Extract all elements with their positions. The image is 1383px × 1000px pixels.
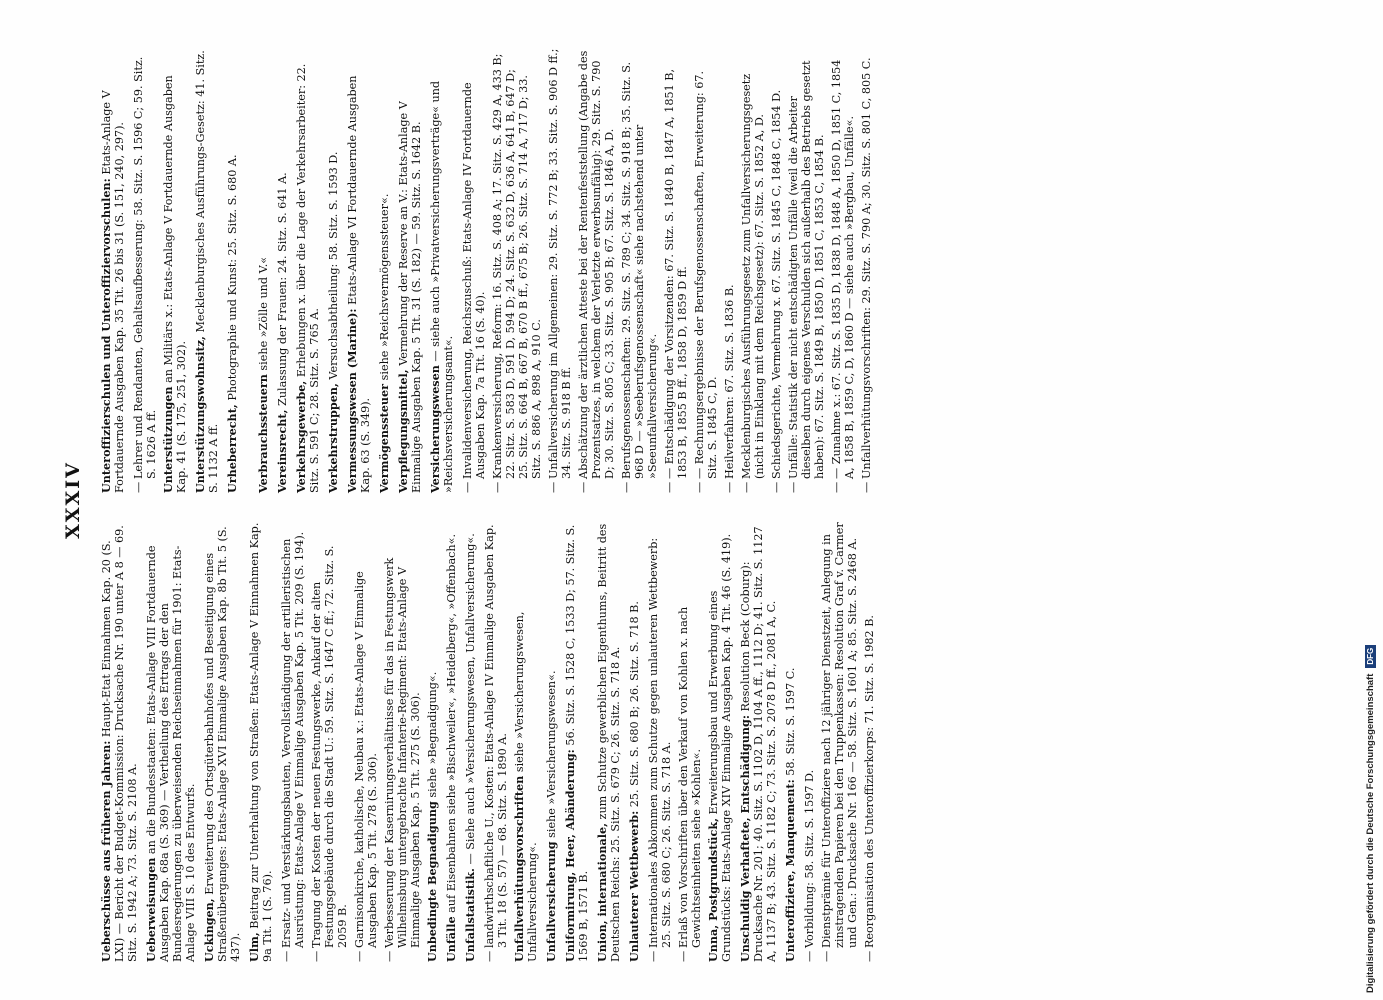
index-subentry [863, 517, 876, 962]
subentry-dash: — [860, 481, 873, 493]
index-entry [564, 517, 590, 962]
entry-headword: Union, internationale, [595, 823, 609, 962]
entry-text: Etats-Anlage VI Fortdauernde Ausgaben Kap. 63 (S. 349). [346, 75, 372, 493]
subentry-text: Invalidenversicherung, Reichszuschuß: Etats-Anlage IV Fortdauernde Ausgaben Kap. 7a Tit. 16 (S. 40). [461, 82, 487, 479]
index-entry [145, 517, 197, 962]
subentry-text: Krankenversicherung, Reform: 16. Sitz. S. 408 A; 17. Sitz. S. 429 A, 433 B; 22. Sitz. S. 583 D, 591 D, 594 D; 24. Sitz. S. 632 D, 636 A, 641 B, 647 D; 25. Sitz. S. 664 B, 667 B, 670 B ff., 675 B; 26. Sitz. S. 714 A, 717 D; 33. Sitz. S. 886 A, 898 A, 910 C. [491, 53, 543, 479]
page-number: XXXIV [62, 461, 84, 539]
subentry-text: Reorganisation des Unteroffizierkorps: 71. Sitz. S. 1982 B. [863, 615, 876, 948]
entry-text: Vermehrung der Reserve an V.: Etats-Anlage V Einmalige Ausgaben Kap. 5 Tit. 31 (S. 182) — 59. Sitz. S. 1642 B. [397, 101, 423, 493]
index-entry [739, 517, 778, 962]
index-subentry [483, 517, 509, 962]
entry-headword: Unteroffizierschulen und Unteroffiziervorschulen: [99, 178, 113, 493]
entry-text: — Siehe auch »Versicherungswesen, Unfallversicherung«. [464, 533, 477, 869]
entry-headword: Unlauterer Wettbewerb: [627, 810, 641, 962]
entry-headword: Uniformirung, Heer, Abänderung: [563, 749, 577, 962]
entry-headword: Unterstützungen [161, 386, 175, 493]
subentry-dash: — [620, 481, 633, 493]
index-subentry [820, 517, 859, 962]
index-subentry [740, 48, 766, 493]
index-subentry [353, 517, 379, 962]
index-entry [513, 517, 539, 962]
index-subentry [461, 48, 487, 493]
index-subentry [693, 48, 719, 493]
index-entry [545, 517, 558, 962]
index-entry [100, 48, 126, 493]
index-subentry [803, 517, 816, 962]
entry-text: siehe »Zölle und V.« [257, 256, 270, 375]
index-entry [346, 48, 372, 493]
subentry-dash: — [353, 950, 366, 962]
subentry-text: Vorbildung: 58. Sitz. S. 1597 D. [803, 769, 816, 948]
subentry-dash: — [383, 950, 396, 962]
subentry-dash: — [647, 950, 660, 962]
index-subentry [677, 517, 703, 962]
index-subentry [310, 517, 349, 962]
index-entry [707, 517, 733, 962]
subentry-dash: — [547, 481, 560, 493]
entry-headword: Verbrauchssteuern [256, 374, 270, 493]
subentry-text: Unfälle: Statistik der nicht entschädigten Unfälle (weil die Arbeiter dieselben durch eigenes Verschulden sich außerhalb des Betriebs gesetzt haben): 67. Sitz. S. 1849 B, 1850 D, 1851 C, 1853 C, 1854 B. [787, 60, 826, 479]
subentry-text: Erlaß von Vorschriften über den Verkauf von Kohlen x. nach Gewichtseinheiten siehe »Kohlen«. [677, 606, 703, 948]
subentry-dash: — [723, 481, 736, 493]
index-entry [429, 48, 455, 493]
subentry-dash: — [830, 481, 843, 493]
entry-text: zum Schutze gewerblichen Eigenthums, Beitritt des Deutschen Reichs: 25. Sitz. S. 679 C; 26. Sitz. S. 718 A. [596, 523, 622, 962]
subentry-text: — Zunahme x.: 67. Sitz. S. 1835 D, 1838 D, 1848 A, 1850 D, 1851 C, 1854 A, 1858 B, 1859 C, D, 1860 D — siehe auch »Bergbau, Unfälle«. [830, 59, 856, 479]
subentry-text: Garnisonkirche, katholische, Neubau x.: Etats-Anlage V Einmalige Ausgaben Kap. 5 Tit. 278 (S. 306). [353, 571, 379, 948]
entry-text: Erweiterung des Ortsgüterbahnhofes und Beseitigung eines Straßenüberganges: Etats-Anlage XVI Einmalige Ausgaben Kap. 8b Tit. 5 (S. 437). [203, 526, 242, 962]
entry-headword: Unschuldig Verhaftete, Entschädigung: [738, 715, 752, 962]
index-subentry [620, 48, 659, 493]
index-entry [203, 517, 242, 962]
entry-text: Etats-Anlage V Fortdauernde Ausgaben Kap. 35 Tit. 26 bis 31 (S. 151, 240, 297). [100, 90, 126, 493]
index-entry [784, 517, 797, 962]
entry-text: siehe »Begnadigung«. [426, 671, 439, 802]
entry-headword: Ueberschüsse aus früheren Jahren: [99, 740, 113, 962]
subentry-dash: — [483, 950, 496, 962]
entry-text: 58. Sitz. S. 1597 C. [784, 667, 797, 780]
entry-headword: Unfälle [444, 916, 458, 962]
subentry-text: Lehrer und Rendanten, Gehaltsaufbesserung: 58. Sitz. S. 1596 C; 59. Sitz. S. 1626 A ff. [132, 56, 158, 479]
entry-headword: Ueberweisungen [144, 857, 158, 962]
index-subentry [577, 48, 616, 493]
subentry-dash: — [132, 481, 145, 493]
index-column-right [100, 48, 877, 493]
index-entry [194, 48, 220, 493]
dfg-logo: DFG [1365, 645, 1376, 668]
subentry-text: Berufsgenossenschaften: 29. Sitz. S. 789 C; 34. Sitz. S. 918 B; 35. Sitz. S. 968 D — »Seeberufsgenossenschaft« siehe nachstehend unter »Seeunfallversicherung«. [620, 61, 659, 479]
entry-text: Erweiterungsbau und Erwerbung eines Grundstücks: Etats-Anlage XIV Einmalige Ausgaben Kap. 4 Tit. 46 (S. 419). [707, 533, 733, 962]
index-subentry [491, 48, 543, 493]
index-subentry [663, 48, 689, 493]
index-entry [226, 48, 239, 493]
subentry-dash: — [280, 950, 293, 962]
index-entry [327, 48, 340, 493]
index-subentry [647, 517, 673, 962]
entry-headword: Unfallstatistik. [463, 868, 477, 962]
subentry-text: Ersatz- und Verstärkungsbauten, Vervollständigung der artilleristischen Ausrüstung: Etats-Anlage V Einmalige Ausgaben Kap. 5 Tit. 209 (S. 194). [280, 531, 306, 948]
entry-headword: Verkehrsgewerbe, [294, 380, 308, 493]
subentry-dash: — [461, 481, 474, 493]
index-entry [445, 517, 458, 962]
entry-text: Beitrag zur Unterhaltung von Straßen: Etats-Anlage V Einnahmen Kap. 9a Tit. 1 (S. 76). [248, 522, 274, 962]
subentry-dash: — [677, 950, 690, 962]
subentry-text: Verbesserung der Kasernirungsverhältnisse für das in Festungswerk Wilhelmsburg untergebrachte Infanterie-Regiment: Etats-Anlage V Einmalige Ausgaben Kap. 5 Tit. 275 (S. 306). [383, 557, 422, 948]
subentry-dash: — [863, 950, 876, 962]
subentry-dash: — [693, 481, 706, 493]
entry-headword: Ulm, [247, 932, 261, 962]
entry-text: siehe »Reichsvermögenssteuer«. [378, 193, 391, 384]
index-entry [378, 48, 391, 493]
subentry-dash: — [491, 481, 504, 493]
index-subentry [132, 48, 158, 493]
entry-headword: Verkehrstruppen, [326, 383, 340, 493]
subentry-text: Heilverfahren: 67. Sitz. S. 1836 B. [723, 284, 736, 479]
entry-headword: Unfallverhütungsvorschriften [512, 775, 526, 962]
entry-headword: Unbedingte Begnadigung [425, 801, 439, 962]
entry-headword: Unteroffiziere, Manquement: [783, 779, 797, 962]
entry-text: siehe »Versicherungswesen«. [545, 670, 558, 842]
entry-text: auf Eisenbahnen siehe »Bischweiler«, »Heidelberg«, »Offenbach«. [445, 533, 458, 917]
index-entry [596, 517, 622, 962]
entry-text: — siehe auch »Privatversicherungsverträge« und »Reichsversicherungsamt«. [429, 80, 455, 493]
subentry-text: landwirthschaftliche U., Kosten: Etats-Anlage IV Einmalige Ausgaben Kap. 3 Tit. 18 (S. 57) — 68. Sitz. S. 1890 A. [483, 524, 509, 948]
entry-headword: Verpflegungsmittel, [396, 369, 410, 493]
index-entry [426, 517, 439, 962]
entry-text: 56. Sitz. S. 1528 C, 1533 D; 57. Sitz. S. 1569 B, 1571 B. [564, 524, 590, 962]
entry-headword: Unterstützungswohnsitz, [193, 336, 207, 493]
index-subentry [547, 48, 573, 493]
index-subentry [280, 517, 306, 962]
entry-text: Photographie und Kunst: 25. Sitz. S. 680 A. [226, 154, 239, 405]
index-subentry [383, 517, 422, 962]
index-entry [295, 48, 321, 493]
entry-text: an Militärs x.: Etats-Anlage V Fortdauernde Ausgaben Kap. 41 (S. 175, 251, 302). [162, 75, 188, 493]
index-column-left [100, 517, 880, 962]
subentry-text: Mecklenburgisches Ausführungsgesetz zum Unfallversicherungsgesetz (nicht in Einklang mit dem Reichsgesetz): 67. Sitz. S. 1852 A, D. [740, 73, 766, 479]
entry-headword: Uckingen, [202, 898, 216, 962]
entry-headword: Unna, Postgrundstück, [706, 818, 720, 962]
subentry-dash: — [820, 950, 833, 962]
index-entry [628, 517, 641, 962]
entry-headword: Vereinsrecht, [275, 409, 289, 493]
digitization-credit [1365, 8, 1379, 993]
entry-text: siehe »Versicherungswesen, Unfallversicherung«. [513, 611, 539, 962]
index-entry [276, 48, 289, 493]
subentry-text: Abschätzung der ärztlichen Atteste bei der Rentenfeststellung (Angabe des Prozentsatzes, in welchem der Verletzte erwerbsunfähig): 29. Sitz. S. 790 D; 30. Sitz. S. 805 C; 33. Sitz. S. 905 B; 67. Sitz. S. 1846 A, D. [577, 50, 616, 479]
entry-text: Resolution Beck (Coburg): Drucksache Nr. 201; 40. Sitz. S. 1102 D, 1104 A ff., 1112 D; 41. Sitz. S. 1127 A, 1137 B; 43. Sitz. S. 1182 C; 73. Sitz. S. 2078 D ff., 2081 A, C. [739, 526, 778, 962]
index-entry [397, 48, 423, 493]
entry-text: 25. Sitz. S. 680 B; 26. Sitz. S. 718 B. [628, 601, 641, 811]
entry-headword: Urheberrecht, [225, 404, 239, 493]
index-subentry [787, 48, 826, 493]
subentry-dash: — [740, 481, 753, 493]
index-entry [248, 517, 274, 962]
entry-text: Haupt-Etat Einnahmen Kap. 20 (S. LXI) — Bericht der Budget-Kommission: Drucksache Nr. 190 unter A 8 — 69. Sitz. S. 1942 A; 73. Sitz. S. 2108 A. [100, 525, 139, 962]
entry-headword: Versicherungswesen [428, 365, 442, 493]
subentry-dash: — [663, 481, 676, 493]
entry-text: Versuchsabtheilung: 58. Sitz. S. 1593 D. [327, 151, 340, 384]
entry-text: Zulassung der Frauen: 24. Sitz. S. 641 A. [276, 172, 289, 410]
subentry-dash: — [770, 481, 783, 493]
entry-text: an die Bundesstaaten: Etats-Anlage VIII Fortdauernde Ausgaben Kap. 68a (S. 369) — Vertheilung des Ertrags der den Bundesregierungen zu überweisenden Reichseinnahmen für 1901: Etats-Anlage VIII S. 10 des Entwurfs. [145, 545, 197, 962]
entry-text: Mecklenburgisches Ausführungs-Gesetz: 41. Sitz. S. 1132 A ff. [194, 50, 220, 493]
index-subentry [830, 48, 856, 493]
subentry-text: Tragung der Kosten der neuen Festungswerke, Ankauf der alten Festungsgebäude durch die Stadt U.: 59. Sitz. S. 1647 C ff.; 72. Sitz. S. 2059 B. [310, 545, 349, 948]
index-subentry [860, 48, 873, 493]
index-subentry [723, 48, 736, 493]
subentry-text: Unfallverhütungsvorschriften: 29. Sitz. S. 790 A; 30. Sitz. S. 801 C, 805 C. [860, 57, 873, 479]
subentry-text: — Rechnungsergebnisse der Berufsgenossenschaften, Erweiterung: 67. Sitz. S. 1845 C, D. [693, 70, 719, 479]
credit-text: Digitalisierung gefördert durch die Deutsche Forschungsgemeinschaft [1365, 673, 1376, 993]
index-entry [100, 517, 139, 962]
subentry-dash: — [577, 481, 590, 493]
subentry-text: Schiedsgerichte, Vermehrung x. 67. Sitz. S. 1845 C, 1848 C, 1854 D. [770, 89, 783, 479]
subentry-dash: — [803, 950, 816, 962]
entry-headword: Unfallversicherung [544, 841, 558, 962]
subentry-text: Unfallversicherung im Allgemeinen: 29. Sitz. S. 772 B; 33. Sitz. S. 906 D ff.; 34. Sitz. S. 918 B ff. [547, 48, 573, 479]
subentry-dash: — [787, 481, 800, 493]
index-subentry [770, 48, 783, 493]
index-entry [162, 48, 188, 493]
entry-headword: Vermögenssteuer [377, 383, 391, 493]
subentry-dash: — [310, 950, 323, 962]
entry-text: Erhebungen x. über die Lage der Verkehrsarbeiter: 22. Sitz. S. 591 C; 28. Sitz. S. 765 A. [295, 63, 321, 493]
index-entry [257, 48, 270, 493]
entry-headword: Vermessungswesen (Marine): [345, 308, 359, 493]
subentry-text: — Entschädigung der Vorsitzenden: 67. Sitz. S. 1840 B, 1847 A, 1851 B, 1853 B, 1855 B ff., 1858 D, 1859 D ff. [663, 68, 689, 479]
subentry-text: Dienstprämie für Unteroffiziere nach 12 jähriger Dienstzeit, Anlegung in zinstragenden Papieren bei den Truppenkassen: Resolution Graf v. Carmer und Gen.: Drucksache Nr. 166 — 58. Sitz. S. 1601 A; 85. Sitz. S. 2468 A. [820, 522, 859, 948]
index-entry [464, 517, 477, 962]
subentry-text: Internationales Abkommen zum Schutze gegen unlauteren Wettbewerb: 25. Sitz. S. 680 C; 26. Sitz. S. 718 A. [647, 537, 673, 948]
